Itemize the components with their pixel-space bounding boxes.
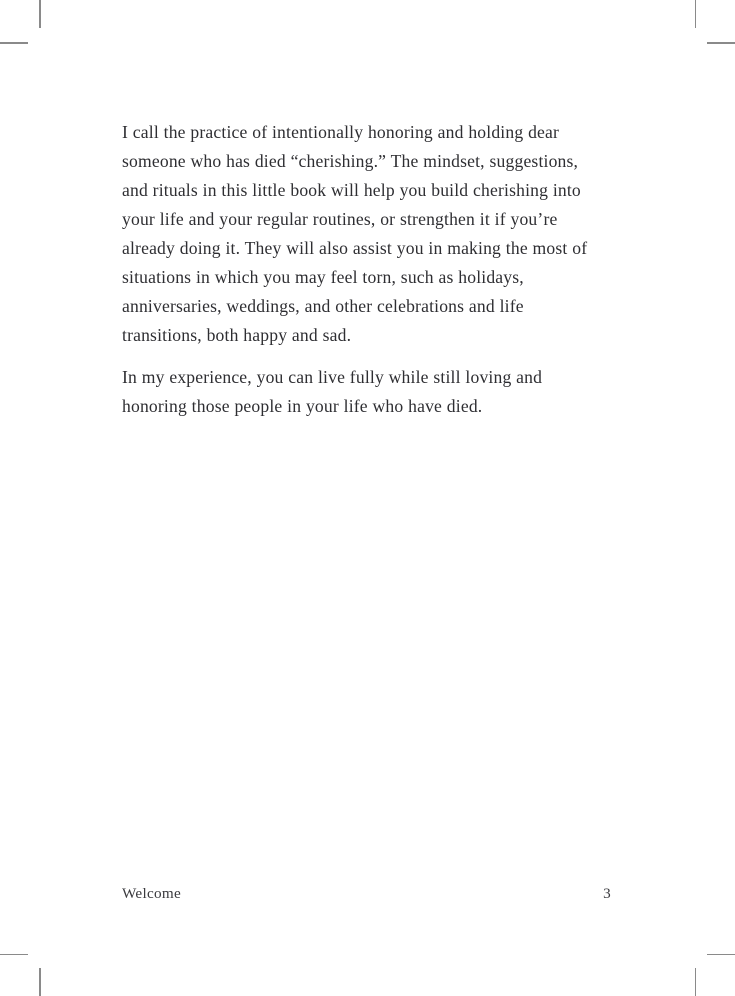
running-head: Welcome [122, 885, 182, 902]
body-text-block [122, 118, 600, 421]
crop-mark-top-left-horizontal [0, 42, 28, 44]
crop-mark-bottom-left-horizontal [0, 954, 28, 956]
crop-mark-top-right-horizontal [707, 42, 735, 44]
crop-mark-top-right-vertical [695, 0, 697, 28]
crop-mark-bottom-right-horizontal [707, 954, 735, 956]
crop-mark-top-left-vertical [39, 0, 41, 28]
crop-mark-bottom-right-vertical [695, 968, 697, 996]
page-number: 3 [603, 885, 611, 902]
crop-mark-bottom-left-vertical [39, 968, 41, 996]
body-paragraph: In my experience, you can live fully while still loving and honoring those people in your life who have died. [122, 367, 543, 416]
page-footer [122, 885, 611, 903]
body-paragraph: I call the practice of intentionally honoring and holding dear someone who has died “cherishing.” The mindset, suggestions, and rituals in this little book will help you build cherishing into your life and your regular routines, or strengthen it if you’re already doing it. They will also assist you in making the most of situations in which you may feel torn, such as holidays, anniversaries, weddings, and other celebrations and life transitions, both happy and sad. [122, 122, 588, 345]
